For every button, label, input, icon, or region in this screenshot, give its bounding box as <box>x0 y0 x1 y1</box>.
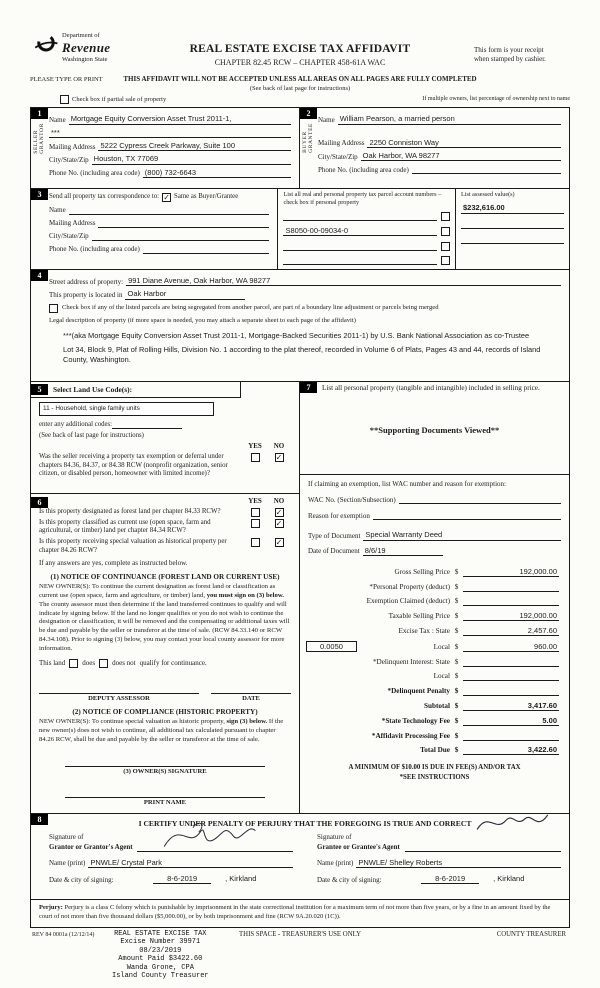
corr-mailing-field[interactable] <box>98 218 269 228</box>
section-3-correspondence <box>31 189 278 269</box>
grantor-signature-caption <box>49 833 137 851</box>
legal-paragraph-1: ***(aka Mortgage Equity Conversion Asset Trust 2011-1, Mortgage-Backed Securities 2011-1) by U.S. Bank National Association as co-Trustee <box>63 330 530 340</box>
forest-land-question: Is this property designated as forest land per chapter 84.33 RCW? <box>39 507 221 515</box>
seller-phone-field[interactable]: (800) 732-6643 <box>143 168 291 178</box>
assessed-value-field-3[interactable] <box>461 233 564 244</box>
owner-signature-label: (3) OWNER(S) SIGNATURE <box>123 767 207 775</box>
dor-wordmark <box>62 32 110 65</box>
perjury-notice <box>31 900 569 927</box>
perjury-body: Perjury is a class C felony which is punishable by imprisonment in the state correctional institution for a maximum term of not more than five years, or by a fine in an amount fixed by the court of not more than five thousand dollars ($5,000.00), or by both imprisonment and fine (RCW 9A.20.020 (1C)). <box>39 903 551 920</box>
print-name-block <box>31 776 299 807</box>
dollar-sign: $ <box>454 568 459 577</box>
does-label: does <box>82 658 96 667</box>
print-name-label: PRINT NAME <box>143 798 187 806</box>
parcel-field-4[interactable] <box>283 255 437 265</box>
grantee-date-city-field[interactable] <box>385 874 561 884</box>
wac-field[interactable] <box>399 494 561 504</box>
located-in-field[interactable]: Oak Harbor <box>125 289 245 299</box>
dor-logo <box>34 32 110 65</box>
notice-compliance-body <box>31 717 299 745</box>
grantee-signature-column <box>317 833 561 884</box>
notice2-text-a: NEW OWNER(S): To continue special valuation as historic property, <box>39 717 227 725</box>
page-title: REAL ESTATE EXCISE TAX AFFIDAVIT <box>189 43 411 55</box>
section-3 <box>31 189 569 270</box>
excise-local-row <box>306 641 559 652</box>
exemption-claimed-row <box>306 596 559 606</box>
land-does-checkbox[interactable] <box>69 659 78 668</box>
signature-of-label: Signature of <box>49 833 84 842</box>
deputy-assessor-row <box>31 668 299 703</box>
personal-property-label: *Personal Property (deduct) <box>369 582 450 591</box>
grantee-signature-field[interactable] <box>405 836 561 852</box>
grantor-date-value[interactable]: 8-6-2019 <box>153 874 211 884</box>
notice-compliance-title: (2) NOTICE OF COMPLIANCE (HISTORIC PROPERTY) <box>72 707 258 716</box>
dollar-sign: $ <box>454 612 459 621</box>
seller-mailing-label: Mailing Address <box>49 142 96 151</box>
local-rate-box[interactable]: 0.0050 <box>306 641 357 652</box>
seller-name-label: Name <box>49 115 66 124</box>
parcel-field-2[interactable]: S8050-00-09034-0 <box>283 226 437 236</box>
dollar-sign: $ <box>454 643 459 652</box>
dollar-sign: $ <box>454 582 459 591</box>
grantee-signature-caption <box>317 833 405 851</box>
land-does-not-checkbox[interactable] <box>99 659 108 668</box>
current-use-question-row <box>31 517 299 536</box>
total-due-value[interactable]: 3,422.60 <box>463 745 559 755</box>
seller-vertical-text: SELLER <box>33 130 39 154</box>
parcel-pp-checkbox-2[interactable] <box>441 227 450 236</box>
dollar-sign: $ <box>454 657 459 666</box>
doc-type-label: Type of Document <box>308 532 361 540</box>
personal-property-intro: List all personal property (tangible and intangible) included in selling price. <box>322 384 540 392</box>
excise-local-value[interactable]: 960.00 <box>463 642 559 652</box>
delinquent-interest-local-value[interactable] <box>463 671 559 681</box>
assessed-value-column <box>456 189 569 269</box>
county-treasurer-label: COUNTY TREASURER <box>496 930 566 938</box>
section-1-badge: 1 <box>31 108 48 119</box>
section-8-badge: 8 <box>31 814 48 825</box>
grantee-date-city-label: Date & city of signing: <box>317 875 382 884</box>
seller-name-field[interactable]: Mortgage Equity Conversion Asset Trust 2011-1, <box>69 114 291 124</box>
dollar-sign: $ <box>454 672 459 681</box>
current-use-no-checkbox[interactable]: ✓ <box>275 518 283 528</box>
located-in-label: This property is located in <box>49 291 123 299</box>
stamp-date: 08/23/2019 <box>139 946 182 955</box>
affidavit-processing-fee-row <box>306 731 559 741</box>
reason-field[interactable] <box>373 510 561 520</box>
delinquent-penalty-value[interactable] <box>463 686 559 696</box>
buyer-name-field[interactable]: William Pearson, a married person <box>338 114 561 124</box>
notice1-text-c: The county assessor must then determine if the land transferred continues to qualify and will indicate by signing below. If the land no longer qualifies or you do not wish to continue the designation or classification, it will be removed and the compensating or additional taxes will be due and payable by the seller or transferor at the time of sale. (RCW 84.33.140 or RCW 84.34.108). Prior to signing (3) below, you may contact your local county assessor for more information. <box>39 600 290 652</box>
stamp-amount-paid: Amount Paid $3422.60 <box>118 955 203 964</box>
notice2-text-c: If the new owner(s) does not wish to continue, all additional tax calculated pursuant to chapter 84.26 RCW, shall be due and payable by the seller or transferor at the time of sale. <box>39 717 284 743</box>
form-body <box>30 107 570 927</box>
taxable-selling-price-row <box>306 611 559 621</box>
chapter-line: CHAPTER 82.45 RCW – CHAPTER 458-61A WAC <box>214 58 386 68</box>
tax-computation-table <box>300 556 569 755</box>
deferral-question-row <box>31 451 299 479</box>
deputy-assessor-label: DEPUTY ASSESSOR <box>88 694 150 702</box>
gross-selling-price-row <box>306 567 559 577</box>
grantor-signature-field[interactable] <box>137 836 293 852</box>
section-1-seller <box>31 108 300 188</box>
certify-signature-scribble <box>473 810 551 836</box>
does-not-label: does not <box>112 658 136 667</box>
deputy-date-label: DATE <box>242 694 260 702</box>
legal-description-label: Legal description of property (if more space is needed, you may attach a separate sheet to each page of the affidavit) <box>49 316 356 324</box>
receipt-note <box>474 46 570 64</box>
seller-name-field-2[interactable]: *** <box>49 128 291 138</box>
please-type-label: PLEASE TYPE OR PRINT <box>30 76 103 83</box>
buyer-side-label <box>302 123 315 153</box>
deputy-assessor-signature-line[interactable] <box>39 684 199 694</box>
dollar-sign: $ <box>454 731 459 740</box>
grantor-date-city-label: Date & city of signing: <box>49 875 114 884</box>
see-back-note: (See back of last page for instructions) <box>249 85 351 92</box>
exemption-claimed-value[interactable] <box>463 596 559 606</box>
receipt-note-line2: when stamped by cashier. <box>474 55 546 64</box>
continuance-qualify-row <box>31 654 299 668</box>
section-5-badge: 5 <box>31 384 48 395</box>
title-block <box>160 42 440 68</box>
corr-phone-label: Phone No. (including area code) <box>49 245 140 254</box>
total-due-label: Total Due <box>420 746 450 755</box>
forest-yes-checkbox[interactable] <box>251 508 260 517</box>
rev-form-number: REV 84 0001a (12/12/14) <box>32 931 95 938</box>
state-technology-fee-row <box>306 716 559 726</box>
delinquent-penalty-label: *Delinquent Penalty <box>387 686 450 695</box>
dollar-sign: $ <box>454 686 459 695</box>
buyer-phone-label: Phone No. (including area code) <box>318 165 409 174</box>
gross-selling-price-label: Gross Selling Price <box>394 568 450 577</box>
corr-phone-field[interactable] <box>143 244 270 254</box>
corr-csz-label: City/State/Zip <box>49 232 89 241</box>
excise-state-row <box>306 626 559 636</box>
historic-yes-checkbox[interactable] <box>251 538 260 547</box>
parcel-header: List all real and personal property tax parcel account numbers – check box if personal property <box>283 191 442 206</box>
street-address-label: Street address of property: <box>49 277 124 286</box>
reason-label: Reason for exemption <box>308 511 370 520</box>
assessed-value-field[interactable]: $232,616.00 <box>461 203 564 214</box>
excise-local-label: Local <box>433 643 450 652</box>
same-as-buyer-checkbox[interactable]: ✓ <box>163 193 170 203</box>
deputy-date-col <box>211 684 291 703</box>
section-8-certification <box>31 814 569 900</box>
assessed-value-field-2[interactable] <box>461 218 564 229</box>
delinquent-interest-state-row <box>306 657 559 667</box>
section-6-yes-no-header <box>31 497 299 506</box>
stamp-title: REAL ESTATE EXCISE TAX <box>114 929 207 938</box>
notice2-text-bold: sign (3) below. <box>226 717 268 725</box>
dollar-sign: $ <box>454 597 459 606</box>
exemption-fields <box>300 488 569 556</box>
excise-state-label: Excise Tax : State <box>398 627 450 636</box>
personal-property-value[interactable] <box>463 582 559 592</box>
parcel-pp-checkbox-4[interactable] <box>441 256 450 265</box>
dept-of-text: Department of <box>62 32 100 39</box>
dollar-sign: $ <box>454 716 459 725</box>
grantor-signature-column <box>49 833 293 884</box>
state-technology-fee-value[interactable]: 5.00 <box>463 716 559 726</box>
street-address-field[interactable]: 991 Diane Avenue, Oak Harbor, WA 98277 <box>126 276 561 286</box>
treasurer-space-label: THIS SPACE - TREASURER'S USE ONLY <box>239 930 361 938</box>
additional-codes-field[interactable] <box>112 419 182 429</box>
state-technology-fee-label: *State Technology Fee <box>381 716 450 725</box>
certify-text: I CERTIFY UNDER PENALTY OF PERJURY THAT THE FOREGOING IS TRUE AND CORRECT <box>138 818 472 828</box>
corr-name-label: Name <box>49 206 66 215</box>
delinquent-interest-state-label: *Delinquent Interest: State <box>372 657 450 666</box>
land-use-title: Select Land Use Code(s): <box>53 384 133 394</box>
stamp-cashier-name: Wanda Grone, CPA <box>126 963 194 972</box>
subtotal-label: Subtotal <box>424 701 450 710</box>
seller-csz-label: City/State/Zip <box>49 155 89 164</box>
gross-selling-price-value[interactable]: 192,000.00 <box>463 567 559 577</box>
doc-date-label: Date of Document <box>308 547 360 556</box>
historic-question-row <box>31 536 299 555</box>
same-as-buyer-label: Same as Buyer/Grantee <box>174 193 239 201</box>
parcel-pp-checkbox-1[interactable] <box>441 212 450 221</box>
section-2-badge: 2 <box>300 108 317 119</box>
this-land-label: This land <box>39 658 66 667</box>
deferral-yes-checkbox[interactable] <box>251 453 260 462</box>
partial-sale-label: Check box if partial sale of property <box>72 95 167 103</box>
notice-continuance-title: (1) NOTICE OF CONTINUANCE (FOREST LAND OR CURRENT USE) <box>50 573 280 581</box>
delinquent-interest-local-row <box>306 671 559 681</box>
section-5-see-back: (See back of last page for instructions) <box>39 432 144 439</box>
section-7-tax-computation <box>300 382 569 813</box>
buyer-csz-field[interactable]: Oak Harbor, WA 98277 <box>361 151 561 161</box>
corr-csz-field[interactable] <box>92 231 270 241</box>
current-use-question: Is this property classified as current use (open space, farm and agricultural, or timber) land per chapter 84.34 RCW? <box>39 518 211 535</box>
section-3-badge: 3 <box>31 189 48 200</box>
buyer-phone-field[interactable] <box>412 164 561 174</box>
seller-phone-label: Phone No. (including area code) <box>49 169 140 178</box>
qualify-label: qualify for continuance. <box>139 658 207 667</box>
section-5-yes-no-header <box>31 442 299 451</box>
grantee-name-print-field[interactable]: PNWLE/ Shelley Roberts <box>356 858 561 868</box>
deferral-no-checkbox[interactable]: ✓ <box>275 453 283 463</box>
parcel-pp-checkbox-3[interactable] <box>441 242 450 251</box>
taxable-selling-price-value[interactable]: 192,000.00 <box>463 611 559 621</box>
yes-header: YES <box>248 442 262 451</box>
owner-signature-line[interactable] <box>65 757 265 767</box>
deputy-assessor-col <box>39 684 199 703</box>
deputy-date-line[interactable] <box>211 684 291 694</box>
notice1-text-a: NEW OWNER(S): To continue the current designation as forest land or classification as current use (open space, farm and agriculture, or timber) land, <box>39 583 276 599</box>
section-7-badge: 7 <box>300 382 317 393</box>
total-due-row <box>306 745 559 755</box>
left-column <box>31 382 300 813</box>
historic-no-checkbox[interactable]: ✓ <box>275 538 283 547</box>
section-5-land-use <box>31 382 299 494</box>
legal-description[interactable] <box>63 331 557 365</box>
parcel-field-3[interactable] <box>283 241 437 251</box>
if-yes-note: If any answers are yes, complete as instructed below. <box>39 559 188 568</box>
doc-date-field[interactable]: 8/6/19 <box>363 546 443 556</box>
signature-columns <box>49 833 561 884</box>
stamp-treasurer-office: Island County Treasurer <box>112 972 209 981</box>
delinquent-penalty-row <box>306 686 559 696</box>
wac-label: WAC No. (Section/Subsection) <box>308 495 396 504</box>
grantee-city-value[interactable]: , Kirkland <box>493 874 525 884</box>
current-use-yes-checkbox[interactable] <box>251 519 260 528</box>
signature-of-label: Signature of <box>317 833 352 842</box>
multiple-owners-note: If multiple owners, list percentage of ownership next to name <box>422 95 570 102</box>
revenue-text: Revenue <box>62 40 111 56</box>
revenue-swoosh-icon <box>34 32 58 56</box>
minimum-due-text: A MINIMUM OF $10.00 IS DUE IN FEE(S) AND/OR TAX <box>348 764 521 772</box>
delinquent-interest-local-label: Local <box>433 672 450 681</box>
subtotal-value[interactable]: 3,417.60 <box>463 701 559 711</box>
yes-header: YES <box>248 497 262 505</box>
segregated-checkbox[interactable] <box>49 304 58 313</box>
taxable-selling-price-label: Taxable Selling Price <box>388 612 450 621</box>
grantee-date-value[interactable]: 8-6-2019 <box>421 874 479 884</box>
segregated-label: Check box if any of the listed parcels are being segregated from another parcel, are part of a boundary line adjustment or parcels being merged <box>62 304 439 312</box>
partial-sale-row <box>30 95 570 104</box>
no-header: NO <box>273 497 285 505</box>
grantor-city-value[interactable]: , Kirkland <box>225 874 257 884</box>
deferral-question: Was the seller receiving a property tax exemption or deferral under chapters 84.36, 84.37, or 84.38 RCW (nonprofit organization, senior citizen, or disabled person, homeowner with limited income)? <box>39 453 228 478</box>
legal-paragraph-2: Lot 34, Block 9, Plat of Rolling Hills, Division No. 1 according to the plat thereof, recorded in Volume 6 of Plats, Pages 43 and 44, records of Island County, Washington. <box>63 344 541 364</box>
washington-state-text: Washington State <box>62 56 108 64</box>
notice1-text-bold: you must sign on (3) below. <box>206 591 284 599</box>
affidavit-processing-fee-label: *Affidavit Processing Fee <box>371 731 450 740</box>
grantor-agent-label: Grantor or Grantor's Agent <box>49 842 133 851</box>
notice-continuance-body <box>31 582 299 654</box>
buyer-csz-label: City/State/Zip <box>318 152 358 161</box>
seller-mailing-field[interactable]: 5222 Cypress Creek Parkway, Suite 100 <box>98 141 291 151</box>
treasurer-stamp <box>112 930 209 982</box>
supporting-documents-stamp: **Supporting Documents Viewed** <box>369 425 500 435</box>
section-7-header <box>300 382 569 393</box>
affidavit-processing-fee-value[interactable] <box>463 731 559 741</box>
excise-state-value[interactable]: 2,457.60 <box>463 626 559 636</box>
form-footer <box>30 928 570 988</box>
grantor-name-print-label: Name (print) <box>49 859 86 868</box>
land-use-code-input[interactable]: 11 - Household, single family units <box>39 402 214 416</box>
parcel-field-1[interactable] <box>283 211 437 221</box>
buyer-mailing-label: Mailing Address <box>318 139 365 148</box>
grantee-name-print-label: Name (print) <box>317 859 354 868</box>
receipt-note-line1: This form is your receipt <box>474 46 544 54</box>
buyer-name-label: Name <box>318 115 335 124</box>
delinquent-interest-state-value[interactable] <box>463 657 559 667</box>
print-name-line[interactable] <box>65 788 265 798</box>
dollar-sign: $ <box>454 701 459 710</box>
partial-sale-checkbox[interactable] <box>60 95 69 104</box>
not-accepted-warning: THIS AFFIDAVIT WILL NOT BE ACCEPTED UNLESS ALL AREAS ON ALL PAGES ARE FULLY COMPLETED <box>123 75 477 83</box>
grantor-name-print-field[interactable]: PNWLE/ Crystal Park <box>88 858 293 868</box>
seller-buyer-row <box>31 108 569 189</box>
sections-5-6-7-row <box>31 382 569 814</box>
historic-question: Is this property receiving special valuation as historical property per chapter 84.26 RCW? <box>39 538 227 554</box>
form-header <box>30 28 570 74</box>
section-4-badge: 4 <box>31 270 48 281</box>
grantor-vertical-text: GRANTOR <box>39 123 46 154</box>
grantor-date-city-field[interactable] <box>117 874 293 884</box>
dollar-sign: $ <box>454 627 459 636</box>
see-instructions-text: *SEE INSTRUCTIONS <box>399 773 470 781</box>
section-6-designation <box>31 497 299 813</box>
no-header: NO <box>273 442 285 451</box>
dollar-sign: $ <box>454 746 459 755</box>
buyer-vertical-text: BUYER <box>302 131 308 153</box>
send-correspondence-label: Send all property tax correspondence to: <box>49 193 160 201</box>
additional-codes-label: enter any additional codes: <box>39 420 113 428</box>
corr-mailing-label: Mailing Address <box>49 219 96 228</box>
grantee-vertical-text: GRANTEE <box>308 123 315 153</box>
buyer-mailing-field[interactable]: 2250 Conniston Way <box>367 138 561 148</box>
grantee-agent-label: Grantee or Grantee's Agent <box>317 842 400 851</box>
forest-land-question-row <box>31 506 299 517</box>
exemption-claimed-label: Exemption Claimed (deduct) <box>366 597 450 606</box>
stamp-excise-number: Excise Number 39971 <box>120 938 201 947</box>
exemption-intro: If claiming an exemption, list WAC number and reason for exemption: <box>308 479 506 488</box>
section-6-badge: 6 <box>31 497 48 508</box>
section-2-buyer <box>300 108 569 188</box>
owner-signature-block <box>31 745 299 776</box>
minimum-fee-note <box>300 763 569 782</box>
type-or-print-bar <box>30 74 570 84</box>
seller-csz-field[interactable]: Houston, TX 77069 <box>92 154 291 164</box>
doc-type-field[interactable]: Special Warranty Deed <box>363 530 561 540</box>
assessed-header: List assessed value(s) <box>461 191 515 199</box>
forest-no-checkbox[interactable]: ✓ <box>275 507 283 517</box>
land-use-header <box>31 382 241 398</box>
perjury-lead: Perjury: <box>39 903 63 911</box>
corr-name-field[interactable] <box>69 205 270 215</box>
personal-property-row <box>306 582 559 592</box>
parcel-numbers-column <box>278 189 456 269</box>
certification-statement <box>49 819 561 828</box>
section-4-property <box>31 270 569 382</box>
seller-side-label <box>33 123 46 154</box>
subtotal-row <box>306 701 559 711</box>
